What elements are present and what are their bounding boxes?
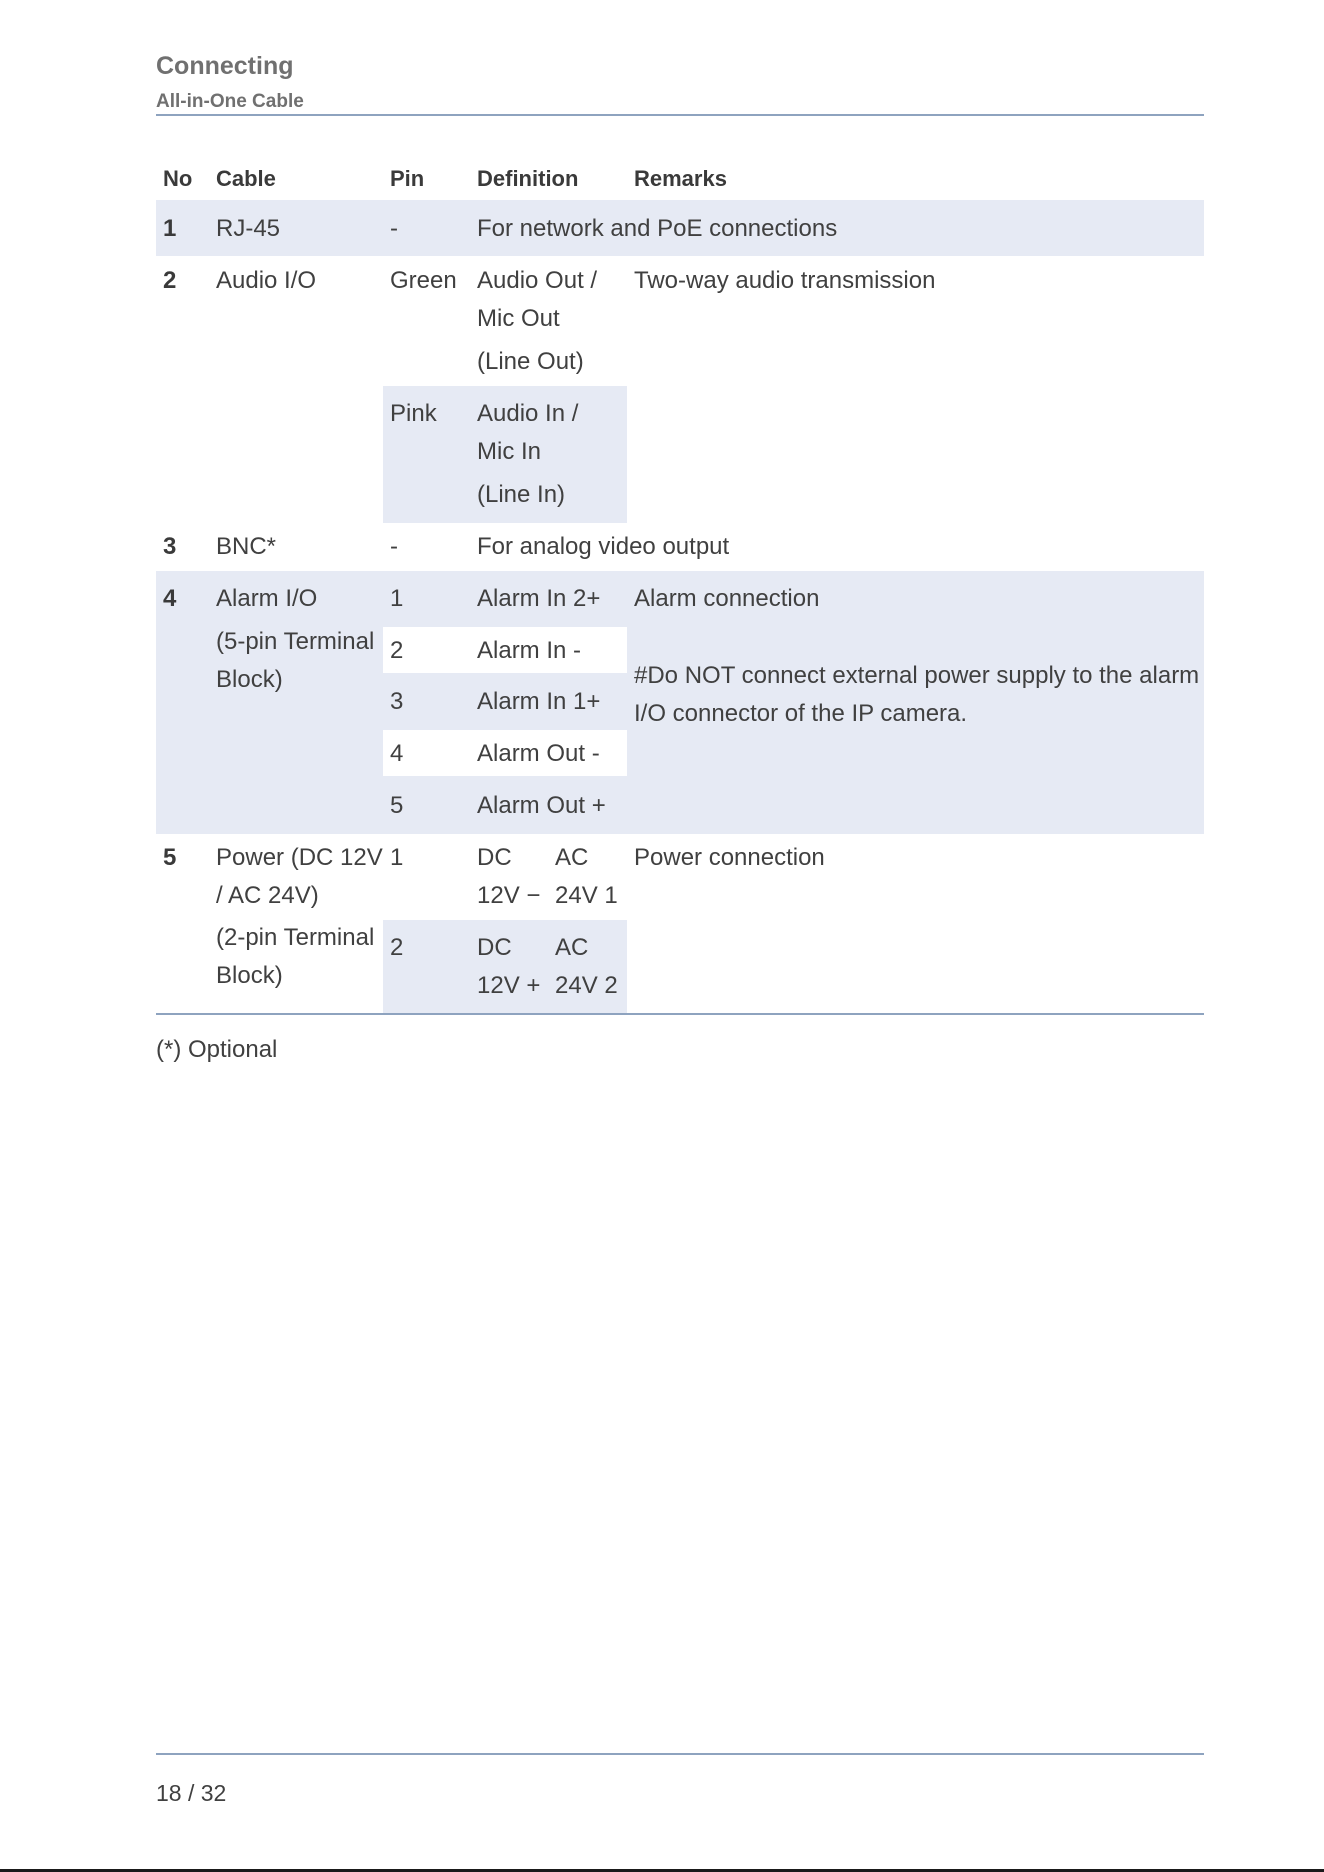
cable-table [156, 0, 1204, 1872]
pin-value: Green [390, 267, 457, 294]
definition-text: (Line Out) [477, 348, 584, 375]
remarks-text: Alarm connection [634, 585, 820, 612]
pin-value: Pink [390, 400, 437, 427]
definition-text: 24V 2 [555, 972, 618, 999]
pin-value: 1 [390, 585, 404, 612]
cable-name: Block) [216, 962, 283, 989]
row-number: 5 [163, 844, 177, 871]
cable-name: (2-pin Terminal [216, 924, 375, 951]
cable-name: Alarm I/O [216, 585, 318, 612]
row-number: 3 [163, 533, 177, 560]
definition-text: Audio In / [477, 400, 579, 427]
table-bottom-rule [156, 1013, 1204, 1015]
row-number: 4 [163, 585, 177, 612]
col-header-pin: Pin [390, 166, 425, 191]
cable-name: Audio I/O [216, 267, 317, 294]
cable-name: Power (DC 12V [216, 844, 383, 871]
cable-name: (5-pin Terminal [216, 628, 375, 655]
definition-text: Alarm Out - [477, 740, 600, 767]
definition-text: Audio Out / [477, 267, 598, 294]
definition-text: Alarm In - [477, 637, 582, 664]
cable-name: BNC* [216, 533, 277, 560]
col-header-remarks: Remarks [634, 166, 727, 191]
col-header-no: No [163, 166, 193, 191]
page-number: 18 / 32 [156, 1780, 227, 1806]
section-subtitle: All-in-One Cable [156, 91, 304, 112]
col-header-cable: Cable [216, 166, 276, 191]
pin-value: 4 [390, 740, 404, 767]
cable-name: Block) [216, 666, 283, 693]
pin-value: 2 [390, 934, 404, 961]
definition-text: 12V + [477, 972, 541, 999]
definition-text: AC [555, 934, 589, 961]
warning-note: I/O connector of the IP camera. [634, 700, 968, 727]
definition-text: DC [477, 934, 512, 961]
pin-value: 5 [390, 792, 404, 819]
definition-text: Alarm In 2+ [477, 585, 601, 612]
definition-text: (Line In) [477, 481, 566, 508]
definition-text: AC [555, 844, 589, 871]
definition-text: DC [477, 844, 512, 871]
warning-note: #Do NOT connect external power supply to the alarm [634, 662, 1200, 689]
row-number: 1 [163, 215, 177, 242]
definition-text: Mic Out [477, 305, 560, 332]
definition-text: 12V − [477, 882, 541, 909]
footer-rule [156, 1753, 1204, 1755]
definition-text: Alarm Out + [477, 792, 606, 819]
definition-text: Mic In [477, 438, 542, 465]
definition-text: For network and PoE connections [477, 215, 838, 242]
pin-value: 1 [390, 844, 404, 871]
row-number: 2 [163, 267, 177, 294]
definition-text: 24V 1 [555, 882, 618, 909]
pin-value: - [390, 215, 398, 242]
definition-text: For analog video output [477, 533, 730, 560]
section-title: Connecting [156, 52, 294, 80]
definition-text: Alarm In 1+ [477, 688, 601, 715]
cable-name: / AC 24V) [216, 882, 319, 909]
cable-name: RJ-45 [216, 215, 281, 242]
remarks-text: Two-way audio transmission [634, 267, 936, 294]
pin-value: - [390, 533, 398, 560]
remarks-text: Power connection [634, 844, 825, 871]
pin-value: 3 [390, 688, 404, 715]
col-header-definition: Definition [477, 166, 579, 191]
pin-value: 2 [390, 637, 404, 664]
footnote: (*) Optional [156, 1036, 278, 1063]
